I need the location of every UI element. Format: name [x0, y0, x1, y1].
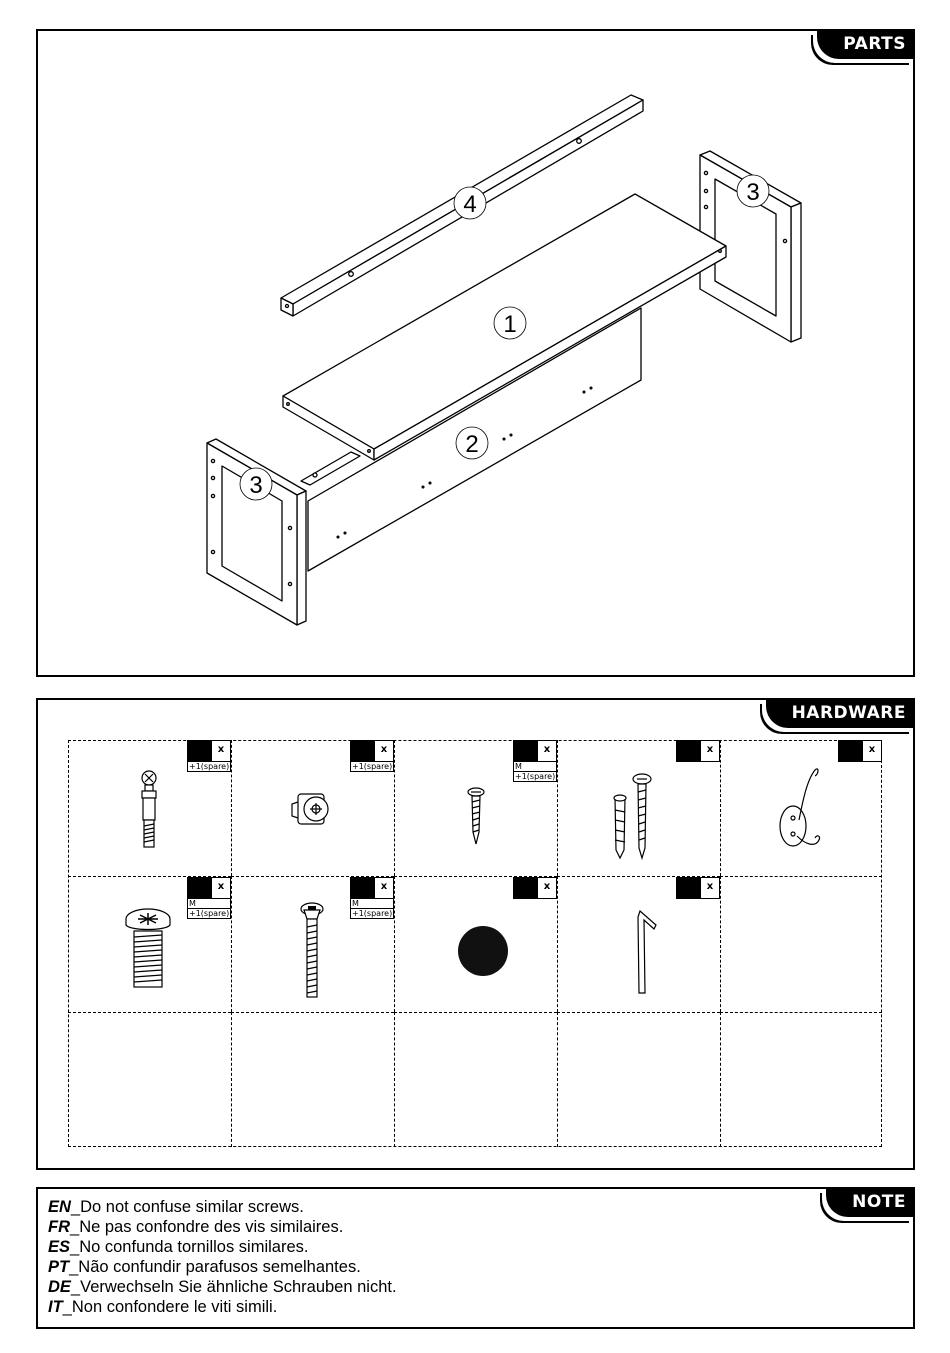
note-tab-label: NOTE [826, 1187, 915, 1217]
note-panel [36, 1187, 915, 1329]
wall-anchor-screw-icon [558, 740, 721, 876]
hardware-cell-double-hook [720, 740, 882, 876]
qty-note-size: M [513, 762, 557, 772]
hardware-cell-empty [68, 1012, 231, 1147]
qty-note-spare: +1(spare) [189, 762, 230, 771]
double-hook-icon [721, 740, 883, 876]
hardware-cell-allen-key [557, 876, 720, 1012]
svg-text:1: 1 [503, 311, 517, 338]
hardware-cell-cam-bolt [68, 740, 231, 876]
callout-3-left [240, 468, 272, 500]
felt-pad-icon [395, 877, 558, 1013]
qty-x: x [217, 744, 225, 755]
allen-key-icon [558, 877, 721, 1013]
parts-exploded-diagram [38, 31, 913, 675]
callout-2 [456, 427, 488, 459]
parts-panel [36, 29, 915, 677]
callout-3-right [737, 175, 769, 207]
hardware-cell-machine-bolt [68, 876, 231, 1012]
hardware-cell-long-screw [231, 876, 394, 1012]
hardware-cell-empty [231, 1012, 394, 1147]
hardware-cell-wall-anchor-screw [557, 740, 720, 876]
cam-bolt-icon [68, 740, 231, 876]
qty-x: x [706, 744, 714, 755]
note-line-fr: FR_Ne pas confondre des vis similaires. [48, 1218, 344, 1236]
hardware-cell-empty [720, 1012, 882, 1147]
note-line-it: IT_Non confondere le viti simili. [48, 1298, 278, 1316]
qty-note-spare: +1(spare) [352, 909, 393, 918]
callout-1 [494, 307, 526, 339]
note-line-pt: PT_Não confundir parafusos semelhantes. [48, 1258, 361, 1276]
hardware-panel [36, 698, 915, 1170]
qty-x: x [543, 881, 551, 892]
qty-note-spare: +1(spare) [515, 772, 556, 781]
callout-4 [454, 187, 486, 219]
note-line-de: DE_Verwechseln Sie ähnliche Schrauben nicht. [48, 1278, 397, 1296]
long-screw-icon [232, 877, 395, 1013]
qty-x: x [868, 744, 876, 755]
qty-x: x [543, 744, 551, 755]
hardware-tab-label: HARDWARE [766, 698, 915, 728]
svg-text:2: 2 [465, 431, 479, 458]
svg-text:3: 3 [746, 179, 760, 206]
qty-note-spare: +1(spare) [189, 909, 230, 918]
qty-x: x [217, 881, 225, 892]
qty-x: x [706, 881, 714, 892]
machine-bolt-icon [68, 877, 231, 1013]
hardware-cell-small-screw [394, 740, 557, 876]
hardware-cell-felt-pad [394, 876, 557, 1012]
qty-note-spare: +1(spare) [352, 762, 393, 771]
svg-text:4: 4 [463, 191, 477, 218]
hardware-cell-empty [720, 876, 882, 1012]
parts-tab-label: PARTS [817, 29, 915, 59]
qty-x: x [380, 881, 388, 892]
part-3-left-frame [207, 439, 306, 625]
note-text [48, 1197, 397, 1317]
qty-note-size: M [187, 899, 231, 909]
hardware-cell-empty [394, 1012, 557, 1147]
small-screw-icon [395, 740, 558, 876]
note-line-es: ES_No confunda tornillos similares. [48, 1238, 309, 1256]
qty-note-size: M [350, 899, 394, 909]
cam-lock-icon [232, 740, 395, 876]
svg-text:3: 3 [249, 472, 263, 499]
hardware-cell-empty [557, 1012, 720, 1147]
qty-x: x [380, 744, 388, 755]
hardware-grid [68, 740, 882, 1147]
hardware-cell-cam-lock [231, 740, 394, 876]
note-line-en: EN_Do not confuse similar screws. [48, 1198, 304, 1216]
